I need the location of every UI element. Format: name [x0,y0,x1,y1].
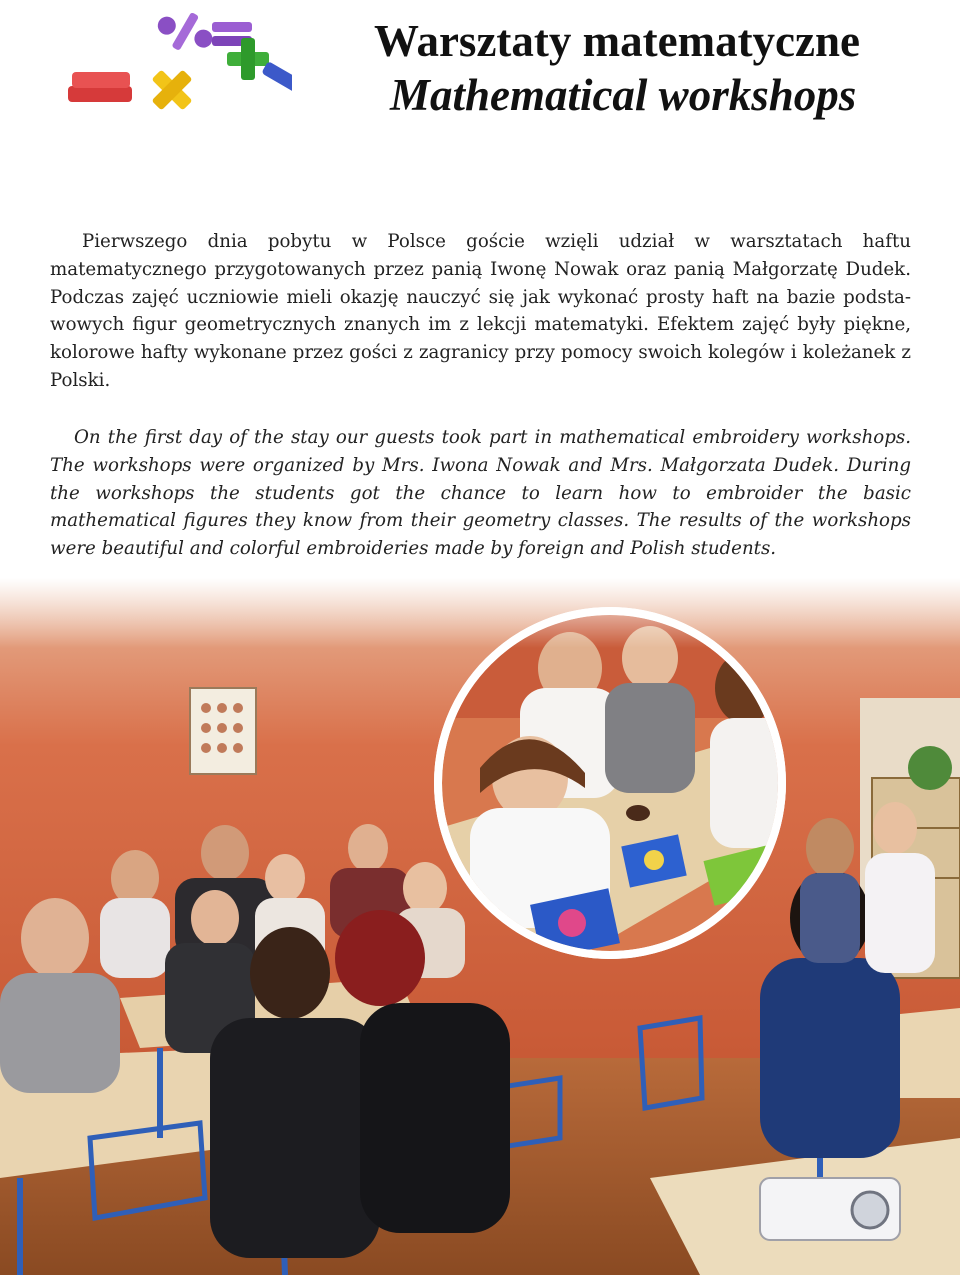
classroom-photo [0,578,960,1275]
page-title-english: Mathematical workshops [389,70,857,120]
math-symbols-blocks-icon [62,8,292,128]
paragraph-polish: Pierwszego dnia pobytu w Polsce goście wzięli udział w warsztatach haftu matematycznego przygotowanych przez panią Iwonę Nowak oraz panią Małgorzatę Dudek. Podczas zajęć uczniowie mieli okazję nauczyć się jak wykonać prosty haft na bazie podsta-wowych figur geometrycznych znanych im z lekcji matematyki. Efektem zajęć były piękne, kolorowe hafty wykonane przez gości z zagranicy przy pomocy swoich kolegów i koleżanek z Polski. [50,231,911,391]
paragraph-english: On the first day of the stay our guests took part in mathematical embroidery workshops. The workshops were organized by Mrs. Iwona Nowak and Mrs. Małgorzata Dudek. During the workshops the students got the chance to learn how to embroider the basic mathematical figures they know from their geometry classes. The results of the workshops were beautiful and colorful embroideries made by foreign and Polish students. [50,427,911,560]
title-block [374,14,860,122]
page-title-polish: Warsztaty matematyczne [373,16,860,66]
